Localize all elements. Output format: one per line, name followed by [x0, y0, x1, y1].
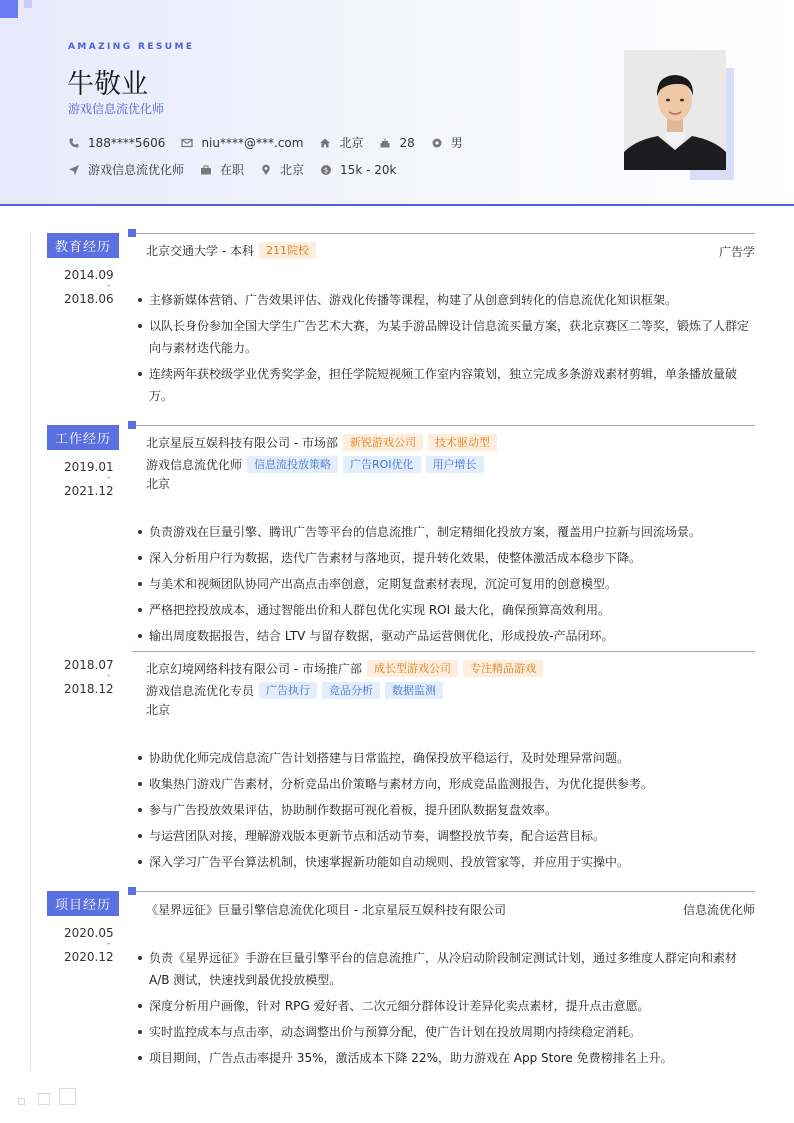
- contact-info-row: [68, 134, 479, 151]
- project-bullet: 实时监控成本与点击率，动态调整出价与预算分配，使广告计划在投放周期内持续稳定消耗。: [138, 1021, 755, 1043]
- project-end-date: 2020.12: [64, 950, 114, 964]
- hometown: 北京: [339, 136, 364, 150]
- work-divider: [132, 425, 755, 426]
- company-name: 北京幻境网络科技有限公司 - 市场推广部: [146, 662, 362, 676]
- phone-number: 188****5606: [88, 135, 166, 150]
- email-info: [181, 136, 303, 150]
- job-divider: [132, 651, 755, 652]
- footer-decoration: [18, 1098, 25, 1105]
- job-bullet: 深入学习广告平台算法机制，快速掌握新功能如自动规则、投放管家等，并应用于实操中。: [138, 851, 755, 873]
- education-end-date: 2018.06: [64, 292, 114, 306]
- education-section-title: 教育经历: [47, 233, 119, 258]
- gender-icon: [431, 137, 443, 149]
- expected-salary: 15k - 20k: [340, 162, 397, 177]
- home-icon: [319, 137, 331, 149]
- job-role: [146, 456, 484, 473]
- date-separator: -: [107, 473, 111, 483]
- work-section-title: 工作经历: [47, 425, 119, 450]
- company-badge: 新锐游戏公司: [343, 434, 423, 451]
- footer-decoration: [38, 1093, 50, 1105]
- project-start-date: 2020.05: [64, 926, 114, 940]
- skill-badge: 广告执行: [259, 682, 317, 699]
- education-bullet: 主修新媒体营销、广告效果评估、游戏化传播等课程，构建了从创意到转化的信息流优化知识框架。: [138, 289, 755, 311]
- skill-badge: 用户增长: [426, 456, 484, 473]
- education-divider: [132, 233, 755, 234]
- email-address: niu****@***.com: [201, 135, 304, 150]
- hometown-info: [319, 134, 363, 151]
- salary-info: [320, 163, 396, 177]
- job-bullet: 负责游戏在巨量引擎、腾讯广告等平台的信息流推广，制定精细化投放方案，覆盖用户拉新与回流场景。: [138, 521, 755, 543]
- gender: 男: [450, 136, 463, 150]
- footer-decoration: [59, 1088, 76, 1105]
- corner-decoration: [0, 0, 18, 18]
- project-marker: [128, 887, 136, 895]
- date-separator: -: [107, 671, 111, 681]
- mail-icon: [181, 137, 193, 149]
- project-divider: [132, 891, 755, 892]
- send-icon: [68, 164, 80, 176]
- location-pin-icon: [260, 164, 272, 176]
- education-bullet: 以队长身份参加全国大学生广告艺术大赛，为某手游品牌设计信息流买量方案，获北京赛区二等奖，锻炼了人群定向与素材迭代能力。: [138, 315, 755, 359]
- project-role: 信息流优化师: [682, 903, 755, 917]
- education-marker: [128, 229, 136, 237]
- employment-status: 在职: [220, 163, 245, 177]
- skill-badge: 广告ROI优化: [343, 456, 421, 473]
- job-bullet: 深入分析用户行为数据，迭代广告素材与落地页，提升转化效果，使整体激活成本稳步下降。: [138, 547, 755, 569]
- job-city: 北京: [146, 477, 171, 491]
- salary-icon: [320, 164, 332, 176]
- job-bullet: 与美术和视频团队协同产出高点击率创意，定期复盘素材表现，沉淀可复用的创意模型。: [138, 573, 755, 595]
- project-section-title: 项目经历: [47, 891, 119, 916]
- job-start-date: 2019.01: [64, 460, 114, 474]
- resume-header: [0, 0, 794, 206]
- school-badge: 211院校: [259, 242, 316, 259]
- corner-decoration-small: [24, 0, 32, 8]
- job-bullet: 输出周度数据报告，结合 LTV 与留存数据，驱动产品运营侧优化，形成投放-产品闭环。: [138, 625, 755, 647]
- target-position: 游戏信息流优化师: [88, 163, 185, 177]
- job-bullet: 严格把控投放成本，通过智能出价和人群包优化实现 ROI 最大化，确保预算高效利用。: [138, 599, 755, 621]
- job-company: [146, 660, 543, 677]
- school-name: 北京交通大学 - 本科: [146, 244, 254, 258]
- date-separator: -: [107, 281, 111, 291]
- age-info: [379, 136, 414, 150]
- profile-photo: [624, 50, 726, 170]
- phone-icon: [68, 137, 80, 149]
- skill-badge: 竞品分析: [322, 682, 380, 699]
- target-city: 北京: [280, 163, 305, 177]
- job-end-date: 2018.12: [64, 682, 114, 696]
- company-name: 北京星辰互娱科技有限公司 - 市场部: [146, 436, 338, 450]
- job-bullet: 与运营团队对接，理解游戏版本更新节点和活动节奏，调整投放节奏，配合运营目标。: [138, 825, 755, 847]
- briefcase-icon: [200, 164, 212, 176]
- job-city: 北京: [146, 703, 171, 717]
- job-start-date: 2018.07: [64, 658, 114, 672]
- skill-badge: 信息流投放策略: [247, 456, 338, 473]
- cake-icon: [379, 137, 391, 149]
- project-name: 《星界远征》巨量引擎信息流优化项目 - 北京星辰互娱科技有限公司: [146, 903, 506, 917]
- target-city-info: [260, 161, 304, 178]
- phone-info: [68, 136, 165, 150]
- role-name: 游戏信息流优化专员: [146, 684, 255, 698]
- company-badge: 成长型游戏公司: [367, 660, 458, 677]
- education-major: 广告学: [718, 245, 755, 259]
- education-school: [146, 242, 316, 259]
- project-bullet: 项目期间，广告点击率提升 35%，激活成本下降 22%，助力游戏在 App Store 免费榜排名上升。: [138, 1047, 755, 1069]
- candidate-title: 游戏信息流优化师: [68, 102, 165, 116]
- date-separator: -: [107, 939, 111, 949]
- job-bullet: 收集热门游戏广告素材，分析竞品出价策略与素材方向，形成竞品监测报告，为优化提供参考。: [138, 773, 755, 795]
- education-start-date: 2014.09: [64, 268, 114, 282]
- job-intent-row: [68, 161, 412, 178]
- work-marker: [128, 421, 136, 429]
- gender-info: [431, 134, 463, 151]
- job-end-date: 2021.12: [64, 484, 114, 498]
- job-company: [146, 434, 497, 451]
- svg-text:$: $: [323, 166, 329, 175]
- project-bullet: 深度分析用户画像，针对 RPG 爱好者、二次元细分群体设计差异化卖点素材，提升点击意愿。: [138, 995, 755, 1017]
- role-name: 游戏信息流优化师: [146, 458, 243, 472]
- job-role: [146, 682, 443, 699]
- age: 28: [399, 135, 415, 150]
- resume-tagline: AMAZING RESUME: [68, 42, 195, 52]
- candidate-name: 牛敬业: [67, 69, 148, 100]
- timeline-rail: [30, 232, 31, 1070]
- company-badge: 技术驱动型: [428, 434, 497, 451]
- skill-badge: 数据监测: [385, 682, 443, 699]
- target-position-info: [68, 161, 184, 178]
- company-badge: 专注精品游戏: [463, 660, 543, 677]
- job-bullet: 协助优化师完成信息流广告计划搭建与日常监控，确保投放平稳运行，及时处理异常问题。: [138, 747, 755, 769]
- education-bullet: 连续两年获校级学业优秀奖学金，担任学院短视频工作室内容策划，独立完成多条游戏素材剪辑，单条播放量破万。: [138, 363, 755, 407]
- project-bullet: 负责《星界远征》手游在巨量引擎平台的信息流推广，从冷启动阶段制定测试计划，通过多维度人群定向和素材A/B 测试，快速找到最优投放模型。: [138, 947, 755, 991]
- job-bullet: 参与广告投放效果评估，协助制作数据可视化看板，提升团队数据复盘效率。: [138, 799, 755, 821]
- employment-status-info: [200, 161, 244, 178]
